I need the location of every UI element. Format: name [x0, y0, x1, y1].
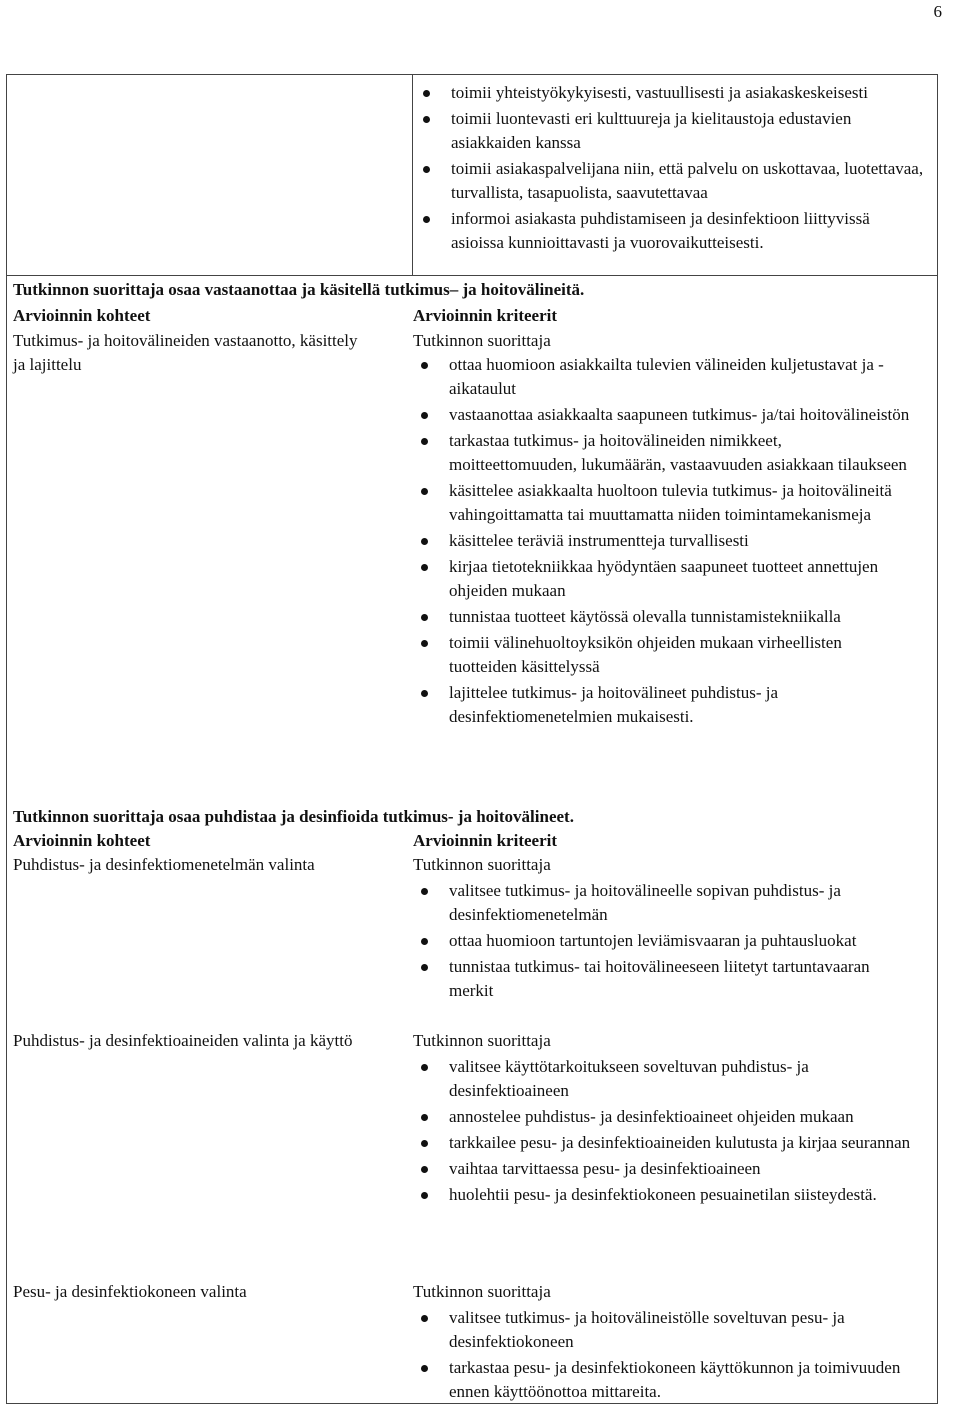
performer-label: Tutkinnon suorittaja — [413, 1282, 551, 1301]
list-item: vastaanottaa asiakkaalta saapuneen tutkimus- ja/tai hoitovälineistön — [417, 403, 912, 427]
top-criteria-list — [419, 81, 924, 257]
column-header-object: Arvioinnin kohteet — [13, 831, 151, 850]
assessment-object: Pesu- ja desinfektiokoneen valinta — [13, 1282, 247, 1301]
criteria-list — [417, 353, 912, 731]
list-item: informoi asiakasta puhdistamiseen ja desinfektioon liittyvissä asioissa kunnioittavasti ja vuorovaikutteisesti. — [419, 207, 924, 255]
list-item: toimii yhteistyökykyisesti, vastuullisesti ja asiakaskeskeisesti — [419, 81, 924, 105]
row-divider — [7, 275, 937, 276]
criteria-list — [417, 879, 912, 1005]
list-item: tarkkailee pesu- ja desinfektioaineiden kulutusta ja kirjaa seurannan — [417, 1131, 912, 1155]
column-header-criteria: Arvioinnin kriteerit — [413, 306, 558, 325]
list-item: käsittelee asiakkaalta huoltoon tulevia tutkimus- ja hoitovälineitä vahingoittamatta tai muuttamatta niiden toimintamekanismeja — [417, 479, 912, 527]
assessment-object: Puhdistus- ja desinfektioaineiden valinta ja käyttö — [13, 1031, 353, 1050]
list-item: kirjaa tietotekniikkaa hyödyntäen saapuneet tuotteet annettujen ohjeiden mukaan — [417, 555, 912, 603]
list-item: valitsee käyttötarkoitukseen soveltuvan puhdistus- ja desinfektioaineen — [417, 1055, 912, 1103]
section-heading: Tutkinnon suorittaja osaa puhdistaa ja desinfioida tutkimus- ja hoitovälineet. — [13, 807, 574, 826]
assessment-object: Tutkimus- ja hoitovälineiden vastaanotto, käsittely ja lajittelu — [13, 331, 358, 374]
criteria-list — [417, 1306, 912, 1406]
list-item: toimii välinehuoltoyksikön ohjeiden mukaan virheellisten tuotteiden käsittelyssä — [417, 631, 912, 679]
section-heading: Tutkinnon suorittaja osaa vastaanottaa ja käsitellä tutkimus– ja hoitovälineitä. — [13, 280, 585, 299]
list-item: tarkastaa tutkimus- ja hoitovälineiden nimikkeet, moitteettomuuden, lukumäärän, vastaavuuden asiakkaan tilaukseen — [417, 429, 912, 477]
assessment-object: Puhdistus- ja desinfektiomenetelmän valinta — [13, 855, 315, 874]
list-item: lajittelee tutkimus- ja hoitovälineet puhdistus- ja desinfektiomenetelmien mukaisesti. — [417, 681, 912, 729]
criteria-table — [6, 74, 938, 1404]
list-item: huolehtii pesu- ja desinfektiokoneen pesuainetilan siisteydestä. — [417, 1183, 912, 1207]
column-header-object: Arvioinnin kohteet — [13, 306, 151, 325]
list-item: ottaa huomioon tartuntojen leviämisvaaran ja puhtausluokat — [417, 929, 912, 953]
performer-label: Tutkinnon suorittaja — [413, 331, 551, 350]
list-item: tarkastaa pesu- ja desinfektiokoneen käyttökunnon ja toimivuuden ennen käyttöönottoa mittareita. — [417, 1356, 912, 1404]
column-header-criteria: Arvioinnin kriteerit — [413, 831, 558, 850]
list-item: toimii asiakaspalvelijana niin, että palvelu on uskottavaa, luotettavaa, turvallista, tasapuolista, saavutettavaa — [419, 157, 924, 205]
list-item: ottaa huomioon asiakkailta tulevien välineiden kuljetustavat ja -aikataulut — [417, 353, 912, 401]
list-item: valitsee tutkimus- ja hoitovälineelle sopivan puhdistus- ja desinfektiomenetelmän — [417, 879, 912, 927]
list-item: vaihtaa tarvittaessa pesu- ja desinfektioaineen — [417, 1157, 912, 1181]
performer-label: Tutkinnon suorittaja — [413, 1031, 551, 1050]
list-item: käsittelee teräviä instrumentteja turvallisesti — [417, 529, 912, 553]
performer-label: Tutkinnon suorittaja — [413, 855, 551, 874]
list-item: toimii luontevasti eri kulttuureja ja kielitaustoja edustavien asiakkaiden kanssa — [419, 107, 924, 155]
column-divider — [412, 75, 413, 275]
criteria-list — [417, 1055, 912, 1209]
list-item: tunnistaa tutkimus- tai hoitovälineeseen liitetyt tartuntavaaran merkit — [417, 955, 912, 1003]
list-item: annostelee puhdistus- ja desinfektioaineet ohjeiden mukaan — [417, 1105, 912, 1129]
list-item: tunnistaa tuotteet käytössä olevalla tunnistamistekniikalla — [417, 605, 912, 629]
list-item: valitsee tutkimus- ja hoitovälineistölle soveltuvan pesu- ja desinfektiokoneen — [417, 1306, 912, 1354]
page-number: 6 — [933, 2, 942, 21]
